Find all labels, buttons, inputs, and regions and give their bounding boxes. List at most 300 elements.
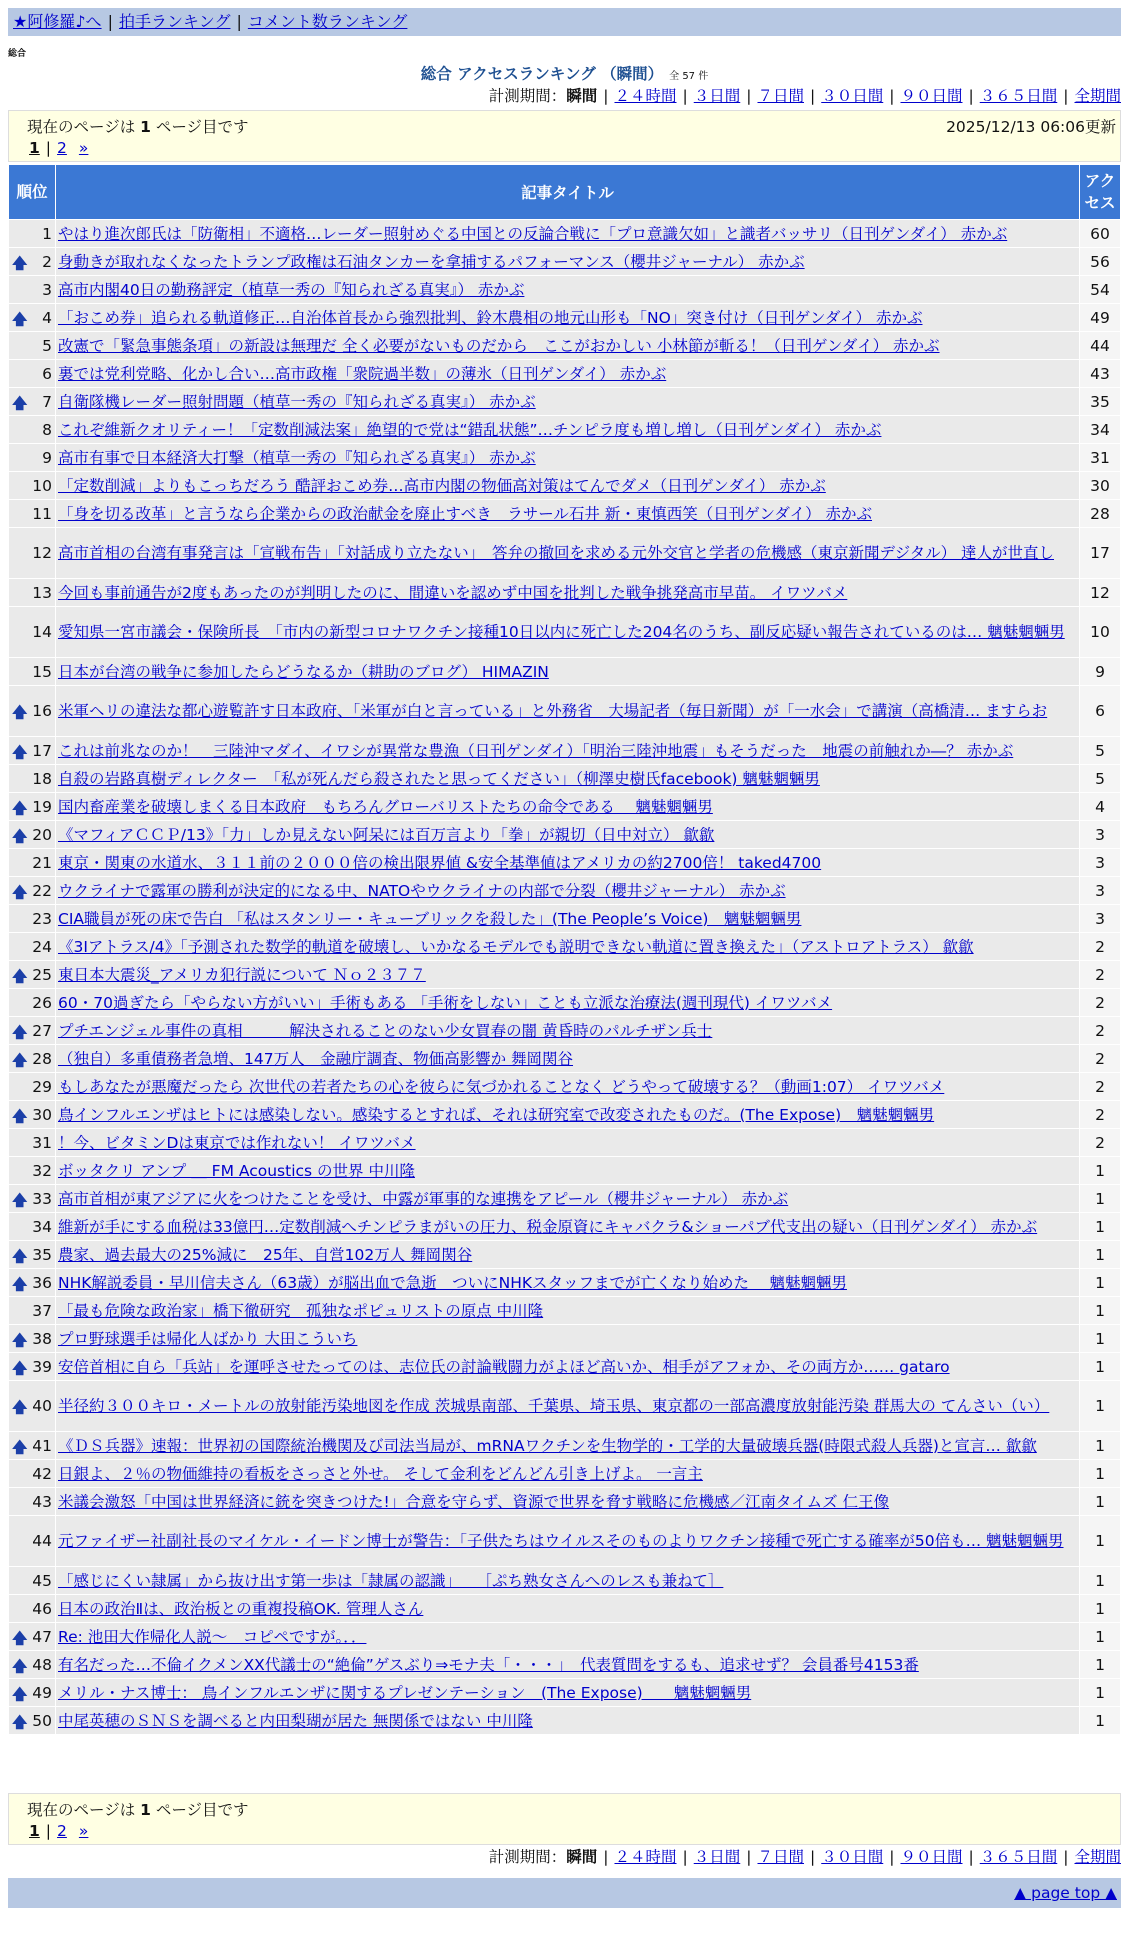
up-arrow-icon: 🡅: [12, 826, 28, 845]
rank-number: 34: [32, 1217, 52, 1236]
access-count: 5: [1080, 765, 1120, 792]
up-arrow-icon: 🡅: [12, 1022, 28, 1041]
access-count: 1: [1080, 1241, 1120, 1268]
rank-number: 10: [32, 476, 52, 495]
table-row: [9, 500, 1120, 527]
article-title-link[interactable]: 米軍ヘリの違法な都心遊覧許す日本政府、「米軍が白と言っている」と外務省 大場記者（毎日新聞）が「一水会」で講演（高橋清… ますらお: [58, 702, 1048, 720]
title-cell: [56, 1185, 1079, 1212]
title-cell: [56, 1488, 1079, 1515]
access-count: 2: [1080, 1129, 1120, 1156]
article-title-link[interactable]: 改憲で「緊急事態条項」の新設は無理だ 全く必要がないものだから ここがおかしい 小林節が斬る！（日刊ゲンダイ） 赤かぶ: [58, 336, 940, 355]
rank-cell: [9, 765, 55, 792]
rank-number: 46: [32, 1599, 52, 1618]
rank-number: 4: [42, 308, 52, 327]
page-links: [29, 139, 88, 157]
article-title-link[interactable]: 安倍首相に自ら「兵站」を運呼させたってのは、志位氏の討論戦闘力がよほど高いか、相手がアフォか、その両方か…… gataro: [58, 1357, 950, 1376]
title-cell: [56, 1101, 1079, 1128]
access-count: 1: [1080, 1381, 1120, 1431]
access-count: 3: [1080, 821, 1120, 848]
article-title-link[interactable]: 《3Iアトラス/4》「予測された数学的軌道を破壊し、いかなるモデルでも説明できない軌道に置き換えた」（アストロアトラス） 歙歙: [58, 937, 974, 956]
title-cell: [56, 933, 1079, 960]
title-cell: [56, 1269, 1079, 1296]
rank-number: 21: [32, 853, 52, 872]
access-count: 1: [1080, 1269, 1120, 1296]
article-title-link[interactable]: 《マフィアＣＣＰ/13》「力」しか見えない阿呆には百万言より「拳」が親切（日中対立） 歙歙: [58, 825, 715, 844]
article-title-link[interactable]: 日本が台湾の戦争に参加したらどうなるか（耕助のブログ） HIMAZIN: [58, 662, 549, 681]
access-count: 43: [1080, 360, 1120, 387]
article-title-link[interactable]: 有名だった…不倫イクメンXX代議士の“絶倫”ゲスぶり⇒モナ夫「・・・」 代表質問をするも、追求せず？ 会員番号4153番: [58, 1655, 919, 1674]
access-count: 2: [1080, 1101, 1120, 1128]
article-title-link[interactable]: ボッタクリ アンプ ＿ FM Acoustics の世界 中川隆: [58, 1161, 415, 1180]
access-count: 1: [1080, 1432, 1120, 1459]
period-option-link[interactable]: ９０日間: [900, 87, 963, 105]
title-cell: [56, 1707, 1079, 1734]
article-title-link[interactable]: 東京・関東の水道水、３１１前の２０００倍の検出限界値 &安全基準値はアメリカの約2700倍！ taked4700: [58, 853, 822, 872]
title-cell: [56, 821, 1079, 848]
next-page-link[interactable]: »: [78, 1822, 89, 1840]
rank-number: 40: [32, 1397, 52, 1415]
access-count: 2: [1080, 1017, 1120, 1044]
up-arrow-icon: 🡅: [12, 1274, 28, 1293]
rank-number: 14: [32, 623, 52, 641]
current-page-prefix: 現在のページは: [27, 118, 141, 136]
period-option-link[interactable]: ３日間: [693, 1848, 741, 1866]
access-count: 1: [1080, 1353, 1120, 1380]
comment-ranking-link[interactable]: コメント数ランキング: [247, 12, 408, 31]
period-separator: |: [1063, 1848, 1069, 1866]
nav-separator: |: [236, 12, 242, 31]
period-option-link[interactable]: ２４時間: [614, 87, 677, 105]
rank-cell: [9, 821, 55, 848]
period-separator: |: [968, 1848, 974, 1866]
table-row: [9, 1045, 1120, 1072]
title-cell: [56, 607, 1079, 657]
access-count: 2: [1080, 933, 1120, 960]
article-title-link[interactable]: 国内畜産業を破壊しまくる日本政府 もちろんグローバリストたちの命令である 魑魅魍魎男: [58, 797, 713, 816]
title-cell: [56, 1073, 1079, 1100]
table-row: [9, 1516, 1120, 1566]
rank-number: 26: [32, 993, 52, 1012]
access-count: 1: [1080, 1651, 1120, 1678]
article-title-link[interactable]: プチエンジェル事件の真相 解決されることのない少女買春の闇 黄昏時のパルチザン兵士: [58, 1021, 713, 1040]
table-row: [9, 1325, 1120, 1352]
article-title-link[interactable]: （独自）多重債務者急増、147万人 金融庁調査、物価高影響か 舞岡関谷: [58, 1049, 574, 1068]
table-row: [9, 821, 1120, 848]
table-row: [9, 877, 1120, 904]
period-separator: |: [746, 87, 752, 105]
access-count: 1: [1080, 1595, 1120, 1622]
article-title-link[interactable]: CIA職員が死の床で告白 「私はスタンリー・キューブリックを殺した」(The People’s Voice) 魑魅魍魎男: [58, 909, 802, 928]
title-cell: [56, 737, 1079, 764]
current-page-prefix: 現在のページは: [27, 1801, 141, 1819]
access-count: 1: [1080, 1679, 1120, 1706]
rank-cell: [9, 500, 55, 527]
article-title-link[interactable]: 身動きが取れなくなったトランプ政権は石油タンカーを拿捕するパフォーマンス（櫻井ジャーナル） 赤かぶ: [58, 252, 805, 271]
table-row: [9, 1017, 1120, 1044]
article-title-link[interactable]: Re: 池田大作帰化人説～ コピペですが。．．: [58, 1627, 367, 1646]
table-row: [9, 220, 1120, 247]
current-page-suffix: ページ目です: [150, 1801, 249, 1819]
table-row: [9, 579, 1120, 606]
table-row: [9, 528, 1120, 578]
period-label: 計測期間：: [488, 1848, 567, 1866]
table-row: [9, 989, 1120, 1016]
rank-cell: [9, 658, 55, 685]
table-row: [9, 276, 1120, 303]
rank-number: 44: [32, 1532, 52, 1550]
article-title-link[interactable]: 「身を切る改革」と言うなら企業からの政治献金を廃止すべき ラサール石井 新・東慎西笑（日刊ゲンダイ） 赤かぶ: [58, 504, 872, 523]
title-cell: [56, 658, 1079, 685]
rank-number: 23: [32, 909, 52, 928]
access-count: 1: [1080, 1567, 1120, 1594]
period-separator: |: [810, 1848, 816, 1866]
title-cell: [56, 1567, 1079, 1594]
current-page-text: [27, 1798, 249, 1820]
article-title-link[interactable]: 自殺の岩路真樹ディレクター 「私が死んだら殺されたと思ってください」（柳澤史樹氏facebook) 魑魅魍魎男: [58, 769, 820, 788]
table-row: [9, 737, 1120, 764]
access-count: 1: [1080, 1185, 1120, 1212]
home-link[interactable]: ★阿修羅♪へ: [13, 12, 102, 31]
rank-number: 22: [32, 881, 52, 900]
title-cell: [56, 332, 1079, 359]
rank-number: 19: [32, 797, 52, 816]
rank-number: 5: [42, 336, 52, 355]
current-page-number: 1: [140, 118, 151, 136]
rank-number: 35: [32, 1245, 52, 1264]
rank-number: 41: [32, 1436, 52, 1455]
article-title-link[interactable]: 中尾英穂のＳＮＳを調べると内田梨瑚が居た 無関係ではない 中川隆: [58, 1711, 533, 1730]
article-title-link[interactable]: 高市首相が東アジアに火をつけたことを受け、中露が軍事的な連携をアピール（櫻井ジャーナル） 赤かぶ: [58, 1189, 789, 1208]
article-title-link[interactable]: ！今、ビタミンDは東京では作れない！ イワツバメ: [58, 1133, 416, 1152]
page-top-link[interactable]: ▲ page top ▲: [1014, 1884, 1117, 1902]
access-count: 1: [1080, 1297, 1120, 1324]
rank-cell: [9, 1157, 55, 1184]
article-title-link[interactable]: 60・70過ぎたら「やらない方がいい」手術もある 「手術をしない」ことも立派な治療法(週刊現代) イワツバメ: [58, 993, 833, 1012]
title-cell: [56, 1679, 1079, 1706]
article-title-link[interactable]: メリル・ナス博士： 鳥インフルエンザに関するプレゼンテーション (The Expose) 魑魅魍魎男: [58, 1683, 752, 1702]
rank-number: 18: [32, 769, 52, 788]
rank-number: 17: [32, 741, 52, 760]
article-title-link[interactable]: 今回も事前通告が2度もあったのが判明したのに、間違いを認めず中国を批判した戦争挑発高市早苗。 イワツバメ: [58, 583, 848, 602]
rank-number: 48: [32, 1655, 52, 1674]
rank-cell: [9, 1353, 55, 1380]
period-option-link[interactable]: ３日間: [693, 87, 741, 105]
rank-number: 47: [32, 1627, 52, 1646]
ranking-title: 総合 アクセスランキング （瞬間）: [420, 65, 664, 83]
access-count: 49: [1080, 304, 1120, 331]
clap-ranking-link[interactable]: 拍手ランキング: [118, 12, 231, 31]
nav-separator: |: [107, 12, 113, 31]
rank-cell: [9, 1017, 55, 1044]
table-row: [9, 332, 1120, 359]
article-title-link[interactable]: 「感じにくい隷属」から抜け出す第一歩は「隷属の認識」 ［ぷち熟女さんへのレスも兼ねて］: [58, 1571, 724, 1590]
table-row: [9, 1129, 1120, 1156]
rank-cell: [9, 877, 55, 904]
top-nav-bar: [8, 8, 1121, 36]
rank-column-header: 順位: [9, 165, 55, 219]
title-cell: [56, 500, 1079, 527]
title-cell: [56, 1651, 1079, 1678]
article-title-link[interactable]: 高市有事で日本経済大打撃（植草一秀の『知られざる真実』） 赤かぶ: [58, 448, 536, 467]
up-arrow-icon: 🡅: [12, 309, 28, 328]
period-option-link[interactable]: ２４時間: [614, 1848, 677, 1866]
rank-cell: [9, 1651, 55, 1678]
title-cell: [56, 793, 1079, 820]
title-cell: [56, 1623, 1079, 1650]
rank-cell: [9, 1432, 55, 1459]
table-row: [9, 1679, 1120, 1706]
up-arrow-icon: 🡅: [12, 1628, 28, 1647]
title-cell: [56, 961, 1079, 988]
table-row: [9, 360, 1120, 387]
title-cell: [56, 276, 1079, 303]
title-cell: [56, 765, 1079, 792]
article-title-link[interactable]: 「最も危険な政治家」橋下徹研究 孤独なポピュリストの原点 中川隆: [58, 1301, 544, 1320]
access-column-header: アクセス: [1080, 165, 1120, 219]
table-row: [9, 416, 1120, 443]
up-arrow-icon: 🡅: [12, 966, 28, 985]
article-title-link[interactable]: ウクライナで露軍の勝利が決定的になる中、NATOやウクライナの内部で分裂（櫻井ジャーナル） 赤かぶ: [58, 881, 786, 900]
article-title-link[interactable]: 高市首相の台湾有事発言は「宣戦布告」「対話成り立たない」 答弁の撤回を求める元外交官と学者の危機感（東京新聞デジタル） 達人が世直し: [58, 544, 1055, 562]
access-count: 30: [1080, 472, 1120, 499]
access-count: 4: [1080, 793, 1120, 820]
access-count: 1: [1080, 1213, 1120, 1240]
table-row: [9, 388, 1120, 415]
table-row: [9, 1651, 1120, 1678]
rank-cell: [9, 737, 55, 764]
article-title-link[interactable]: 農家、過去最大の25%減に 25年、自営102万人 舞岡関谷: [58, 1245, 473, 1264]
period-option-link[interactable]: ３６５日間: [979, 1848, 1058, 1866]
period-selector-bottom: [489, 1847, 1121, 1867]
article-title-link[interactable]: 元ファイザー社副社長のマイケル・イードン博士が警告：「子供たちはウイルスそのものよりワクチン接種で死亡する確率が50倍も… 魑魅魍魎男: [58, 1532, 1064, 1550]
access-count: 1: [1080, 1623, 1120, 1650]
period-current: 瞬間: [566, 87, 598, 105]
article-title-link[interactable]: 米議会激怒「中国は世界経済に銃を突きつけた!」合意を守らず、資源で世界を脅す戦略に危機感／江南タイムズ 仁王像: [58, 1492, 890, 1511]
page-title: [0, 62, 1129, 84]
rank-cell: [9, 1679, 55, 1706]
ranking-table: [8, 164, 1121, 1735]
table-row: [9, 1241, 1120, 1268]
period-separator: |: [968, 87, 974, 105]
period-separator: |: [1063, 87, 1069, 105]
rank-cell: [9, 416, 55, 443]
rank-cell: [9, 304, 55, 331]
title-cell: [56, 1381, 1079, 1431]
article-title-link[interactable]: 鳥インフルエンザはヒトには感染しない。感染するとすれば、それは研究室で改変されたものだ。(The Expose) 魑魅魍魎男: [58, 1105, 935, 1124]
up-arrow-icon: 🡅: [12, 1190, 28, 1209]
title-cell: [56, 528, 1079, 578]
table-row: [9, 472, 1120, 499]
page-current: 1: [29, 139, 40, 157]
period-option-link[interactable]: ３０日間: [821, 87, 884, 105]
rank-number: 15: [32, 662, 52, 681]
access-count: 56: [1080, 248, 1120, 275]
rank-number: 16: [32, 702, 52, 720]
rank-cell: [9, 1241, 55, 1268]
rank-number: 43: [32, 1492, 52, 1511]
rank-cell: [9, 1045, 55, 1072]
page-separator: |: [45, 139, 52, 157]
rank-number: 6: [42, 364, 52, 383]
title-cell: [56, 220, 1079, 247]
article-title-link[interactable]: 東日本大震災_アメリカ犯行説について Ｎｏ２３７７: [58, 965, 426, 984]
access-count: 2: [1080, 989, 1120, 1016]
rank-number: 12: [32, 544, 52, 562]
next-page-link[interactable]: »: [78, 139, 89, 157]
period-option-link[interactable]: 全期間: [1074, 1848, 1121, 1866]
page-links: [29, 1822, 88, 1840]
article-title-link[interactable]: もしあなたが悪魔だったら 次世代の若者たちの心を彼らに気づかれることなく どうやって破壊する？（動画1:07） イワツバメ: [58, 1077, 945, 1096]
access-count: 9: [1080, 658, 1120, 685]
table-row: [9, 686, 1120, 736]
rank-number: 45: [32, 1571, 52, 1590]
article-title-link[interactable]: これぞ維新クオリティー！「定数削減法案」絶望的で党は“錯乱状態”…チンピラ度も増し増し（日刊ゲンダイ） 赤かぶ: [58, 420, 882, 439]
up-arrow-icon: 🡅: [12, 1437, 28, 1456]
rank-number: 33: [32, 1189, 52, 1208]
title-cell: [56, 579, 1079, 606]
rank-number: 7: [42, 392, 52, 411]
rank-number: 20: [32, 825, 52, 844]
up-arrow-icon: 🡅: [12, 1656, 28, 1675]
table-row: [9, 1073, 1120, 1100]
page-link[interactable]: 2: [57, 1822, 67, 1840]
article-title-link[interactable]: これは前兆なのか！ 三陸沖マダイ、イワシが異常な豊漁（日刊ゲンダイ）「明治三陸沖地震」もそうだった 地震の前触れか―？ 赤かぶ: [58, 741, 1014, 760]
page-link[interactable]: 2: [57, 139, 67, 157]
rank-number: 37: [32, 1301, 52, 1320]
rank-number: 25: [32, 965, 52, 984]
article-title-link[interactable]: 愛知県一宮市議会・保険所長 「市内の新型コロナワクチン接種10日以内に死亡した204名のうち、副反応疑い報告されているのは… 魑魅魍魎男: [58, 623, 1065, 641]
rank-cell: [9, 686, 55, 736]
rank-number: 8: [42, 420, 52, 439]
article-title-link[interactable]: 自衛隊機レーダー照射問題（植草一秀の『知られざる真実』） 赤かぶ: [58, 392, 536, 411]
period-option-link[interactable]: ９０日間: [900, 1848, 963, 1866]
article-title-link[interactable]: 維新が手にする血税は33億円…定数削減へチンピラまがいの圧力、税金原資にキャバクラ&ショーパブ代支出の疑い（日刊ゲンダイ） 赤かぶ: [58, 1217, 1038, 1236]
rank-number: 2: [42, 252, 52, 271]
table-row: [9, 1567, 1120, 1594]
rank-cell: [9, 1073, 55, 1100]
period-separator: |: [889, 87, 895, 105]
rank-number: 13: [32, 583, 52, 602]
rank-cell: [9, 1707, 55, 1734]
rank-number: 31: [32, 1133, 52, 1152]
period-option-link[interactable]: ３６５日間: [979, 87, 1058, 105]
rank-cell: [9, 1381, 55, 1431]
title-cell: [56, 304, 1079, 331]
title-cell: [56, 360, 1079, 387]
period-option-link[interactable]: ７日間: [757, 87, 804, 105]
rank-cell: [9, 1101, 55, 1128]
page-separator: |: [45, 1822, 52, 1840]
table-row: [9, 1269, 1120, 1296]
current-page-suffix: ページ目です: [150, 118, 249, 136]
rank-number: 28: [32, 1049, 52, 1068]
table-row: [9, 1213, 1120, 1240]
article-title-link[interactable]: やはり進次郎氏は「防衛相」不適格…レーダー照射めぐる中国との反論合戦に「プロ意識欠如」と識者バッサリ（日刊ゲンダイ） 赤かぶ: [58, 224, 1008, 243]
article-title-link[interactable]: 裏では党利党略、化かし合い…高市政権「衆院過半数」の薄氷（日刊ゲンダイ） 赤かぶ: [58, 364, 667, 383]
rank-cell: [9, 849, 55, 876]
period-current: 瞬間: [566, 1848, 598, 1866]
period-option-link[interactable]: 全期間: [1074, 87, 1121, 105]
table-row: [9, 1381, 1120, 1431]
period-option-link[interactable]: ３０日間: [821, 1848, 884, 1866]
access-count: 2: [1080, 961, 1120, 988]
access-count: 3: [1080, 877, 1120, 904]
rank-number: 38: [32, 1329, 52, 1348]
table-row: [9, 1157, 1120, 1184]
article-title-link[interactable]: プロ野球選手は帰化人ばかり 大田こういち: [58, 1329, 358, 1348]
up-arrow-icon: 🡅: [12, 1684, 28, 1703]
title-cell: [56, 1045, 1079, 1072]
rank-number: 24: [32, 937, 52, 956]
article-title-link[interactable]: NHK解説委員・早川信夫さん（63歳）が脳出血で急逝 ついにNHKスタッフまでが亡くなり始めた 魑魅魍魎男: [58, 1273, 847, 1292]
current-page-number: 1: [140, 1801, 151, 1819]
title-cell: [56, 248, 1079, 275]
title-cell: [56, 1353, 1079, 1380]
rank-number: 3: [42, 280, 52, 299]
up-arrow-icon: 🡅: [12, 1330, 28, 1349]
article-title-link[interactable]: 「定数削減」よりもこっちだろう 酷評おこめ券…高市内閣の物価高対策はてんでダメ（日刊ゲンダイ） 赤かぶ: [58, 476, 826, 495]
table-row: [9, 1488, 1120, 1515]
rank-number: 27: [32, 1021, 52, 1040]
table-row: [9, 1623, 1120, 1650]
article-title-link[interactable]: 《ＤＳ兵器》速報：世界初の国際統治機関及び司法当局が、mRNAワクチンを生物学的・工学的大量破壊兵器(時限式殺人兵器)と宣言… 歙歙: [58, 1436, 1037, 1455]
title-cell: [56, 877, 1079, 904]
table-row: [9, 1185, 1120, 1212]
period-separator: |: [746, 1848, 752, 1866]
access-count: 60: [1080, 220, 1120, 247]
table-row: [9, 1101, 1120, 1128]
article-title-link[interactable]: 日銀よ、２％の物価維持の看板をさっさと外せ。 そして金利をどんどん引き上げよ。 一言主: [58, 1464, 703, 1483]
period-label: 計測期間：: [488, 87, 567, 105]
article-title-link[interactable]: 半径約３００キロ・メートルの放射能汚染地図を作成 茨城県南部、千葉県、埼玉県、東京都の一部高濃度放射能汚染 群馬大の てんさい（い）: [58, 1397, 1050, 1415]
rank-number: 11: [32, 504, 52, 523]
rank-cell: [9, 1516, 55, 1566]
table-row: [9, 961, 1120, 988]
title-cell: [56, 1297, 1079, 1324]
rank-cell: [9, 444, 55, 471]
rank-cell: [9, 1460, 55, 1487]
article-title-link[interactable]: 「おこめ券」追られる軌道修正…自治体首長から強烈批判、鈴木農相の地元山形も「NO」突き付け（日刊ゲンダイ） 赤かぶ: [58, 308, 923, 327]
title-cell: [56, 472, 1079, 499]
table-row: [9, 1707, 1120, 1734]
up-arrow-icon: 🡅: [12, 798, 28, 817]
up-arrow-icon: 🡅: [12, 1712, 28, 1731]
title-cell: [56, 416, 1079, 443]
title-cell: [56, 1516, 1079, 1566]
category-label: 総合: [8, 49, 27, 59]
period-separator: |: [682, 1848, 688, 1866]
rank-number: 42: [32, 1464, 52, 1483]
title-cell: [56, 444, 1079, 471]
access-count: 17: [1080, 528, 1120, 578]
article-title-link[interactable]: 日本の政治Ⅱは、政治板との重複投稿OK. 管理人さん: [58, 1599, 424, 1618]
rank-cell: [9, 1129, 55, 1156]
table-row: [9, 1595, 1120, 1622]
article-title-link[interactable]: 高市内閣40日の勤務評定（植草一秀の『知られざる真実』） 赤かぶ: [58, 280, 525, 299]
access-count: 10: [1080, 607, 1120, 657]
rank-cell: [9, 607, 55, 657]
title-cell: [56, 989, 1079, 1016]
table-row: [9, 607, 1120, 657]
table-row: [9, 444, 1120, 471]
access-count: 1: [1080, 1516, 1120, 1566]
up-arrow-icon: 🡅: [12, 1050, 28, 1069]
updated-timestamp: 2025/12/13 06:06更新: [946, 118, 1116, 136]
rank-number: 49: [32, 1683, 52, 1702]
up-arrow-icon: 🡅: [12, 393, 28, 412]
rank-cell: [9, 1567, 55, 1594]
period-option-link[interactable]: ７日間: [757, 1848, 804, 1866]
